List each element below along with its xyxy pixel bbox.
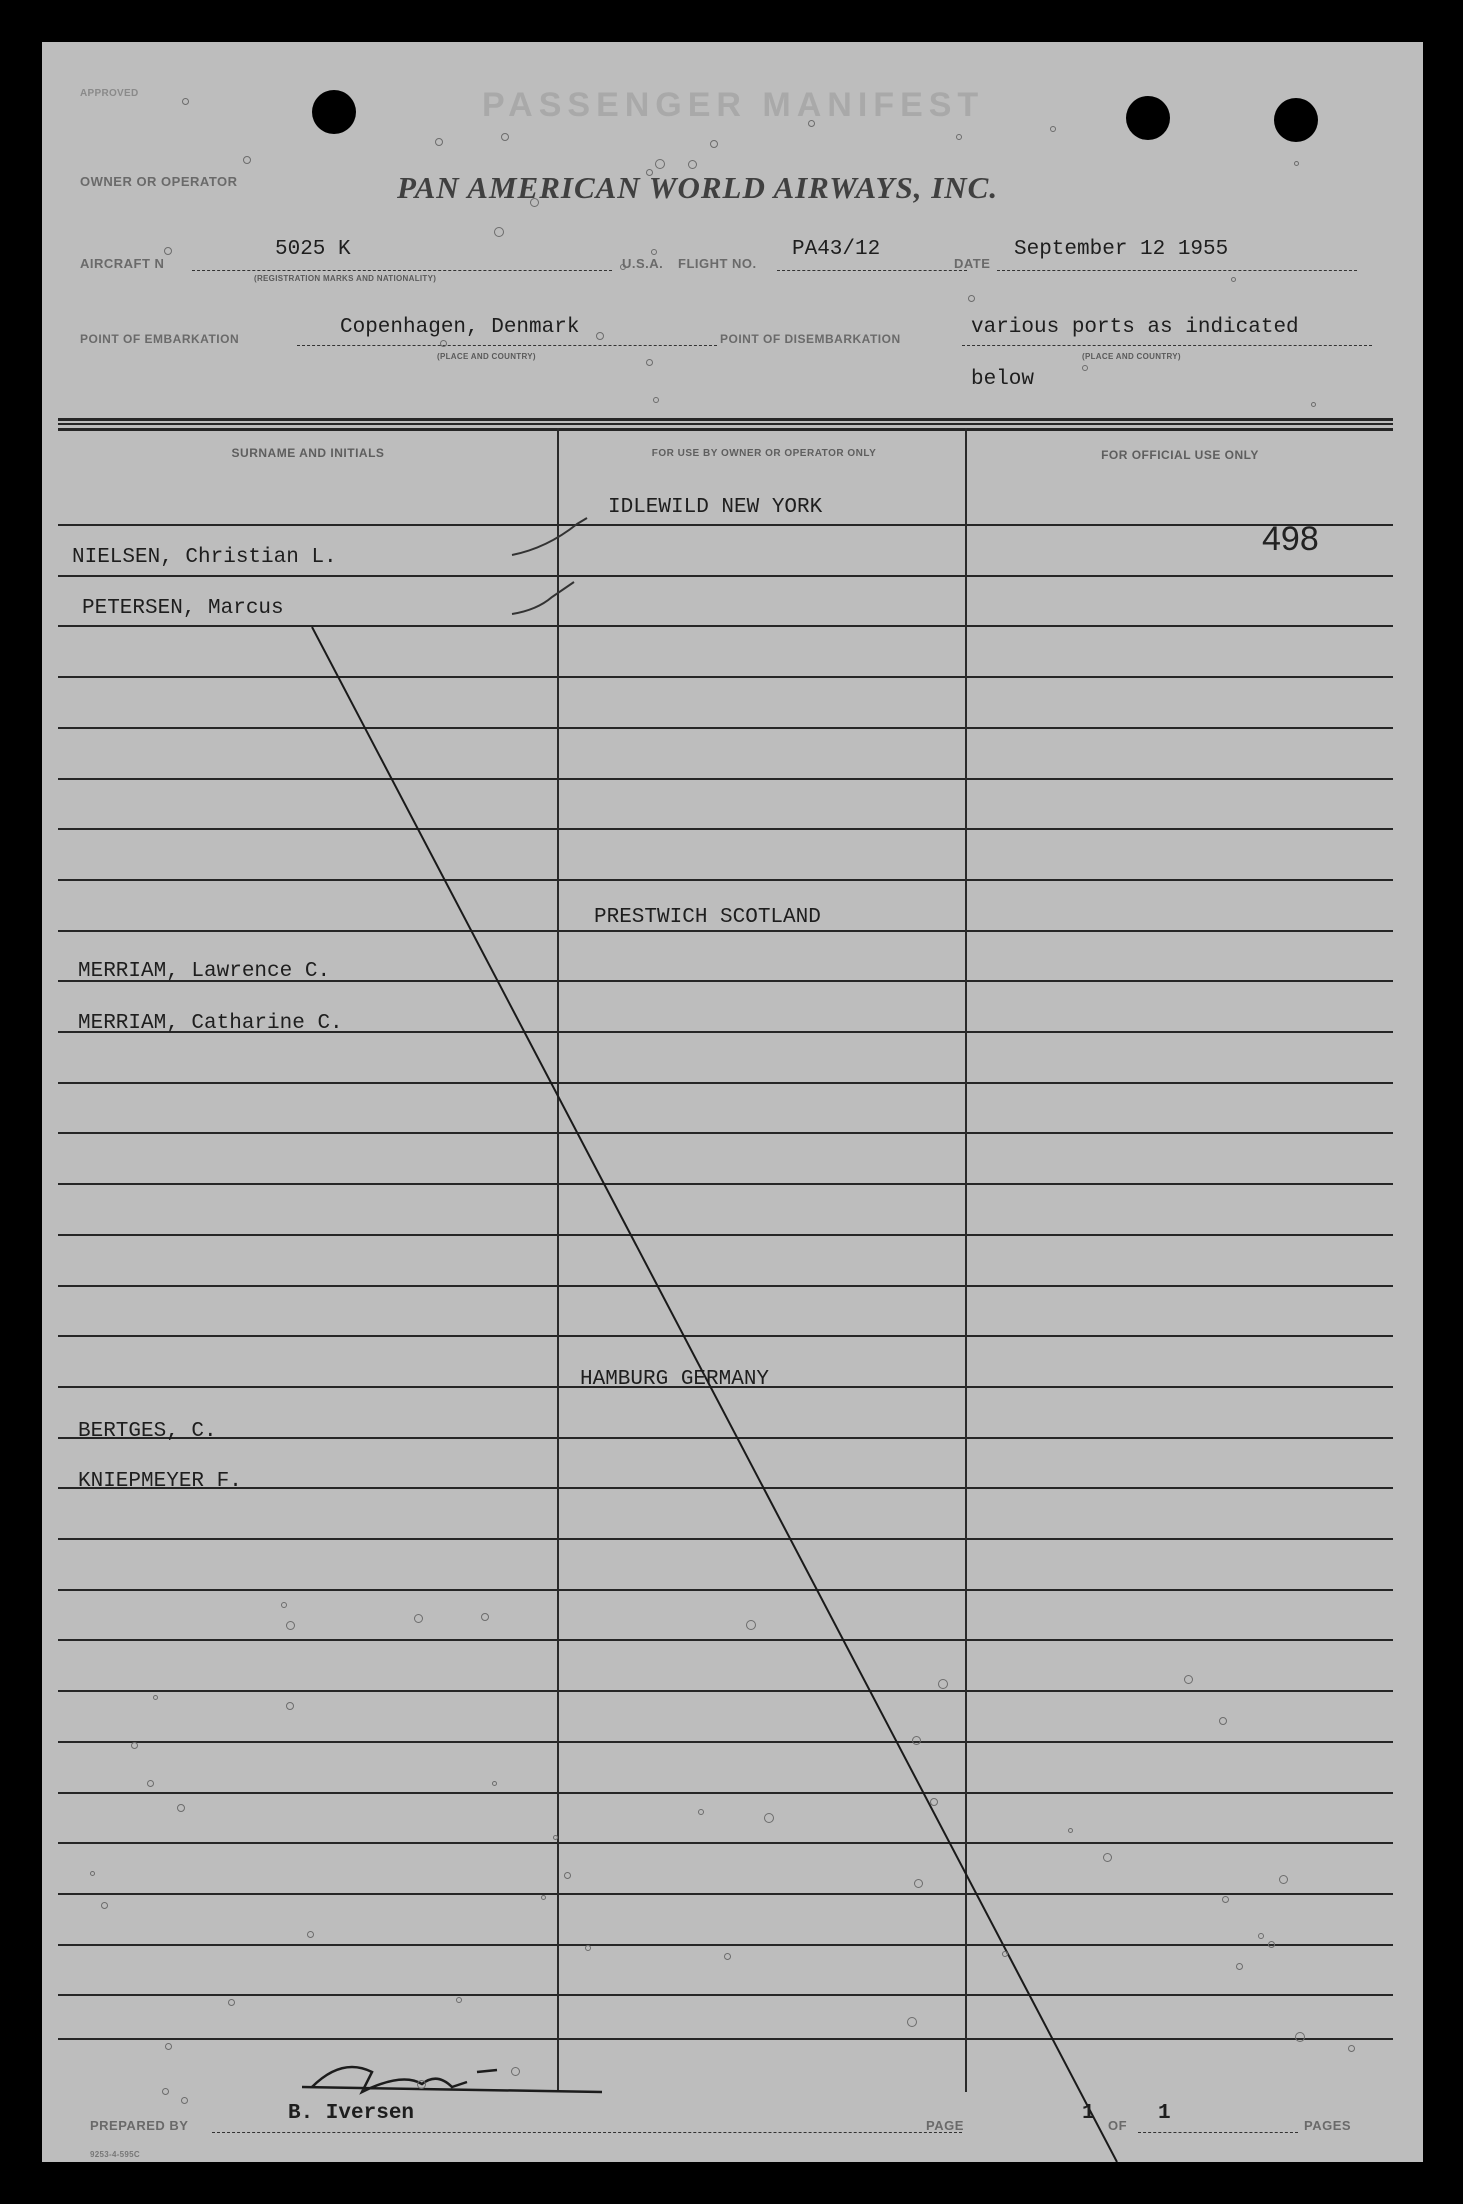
paper-speck xyxy=(147,1780,154,1787)
paper-speck xyxy=(417,2080,426,2089)
paper-speck xyxy=(101,1902,108,1909)
paper-speck xyxy=(1236,1963,1243,1970)
aircraft-label: AIRCRAFT N xyxy=(80,256,165,271)
prepared-value: B. Iversen xyxy=(288,2102,415,2125)
paper-speck xyxy=(131,1742,138,1749)
flight-value: PA43/12 xyxy=(792,238,881,261)
paper-speck xyxy=(307,1931,314,1938)
paper-speck xyxy=(1184,1675,1193,1684)
paper-speck xyxy=(930,1798,938,1806)
paper-speck xyxy=(511,2067,520,2076)
paper-speck xyxy=(281,1602,287,1608)
of-value: 1 xyxy=(1158,2102,1171,2125)
paper-speck xyxy=(153,1695,158,1700)
form-title: PASSENGER MANIFEST xyxy=(482,86,985,124)
paper-speck xyxy=(494,227,504,237)
paper-speck xyxy=(1295,2032,1305,2042)
disembark-value-2: below xyxy=(971,368,1035,391)
paper-speck xyxy=(440,340,447,347)
passenger-name: MERRIAM, Catharine C. xyxy=(78,1012,343,1035)
paper-speck xyxy=(956,134,962,140)
paper-speck xyxy=(162,2088,169,2095)
date-value: September 12 1955 xyxy=(1014,238,1229,261)
manifest-sheet xyxy=(42,42,1423,2162)
paper-speck xyxy=(912,1736,921,1745)
paper-speck xyxy=(1294,161,1299,166)
passenger-name: MERRIAM, Lawrence C. xyxy=(78,960,331,983)
column-header-operator: FOR USE BY OWNER OR OPERATOR ONLY xyxy=(651,448,877,459)
paper-speck xyxy=(456,1997,462,2003)
paper-speck xyxy=(764,1813,774,1823)
paper-speck xyxy=(651,249,657,255)
paper-speck xyxy=(968,295,975,302)
check-mark xyxy=(512,582,574,614)
paper-speck xyxy=(501,133,509,141)
paper-speck xyxy=(620,264,626,270)
of-label: OF xyxy=(1108,2118,1128,2133)
disembark-label: POINT OF DISEMBARKATION xyxy=(720,332,901,346)
signature xyxy=(302,2067,602,2092)
paper-speck xyxy=(1068,1828,1073,1833)
destination-header: PRESTWICH SCOTLAND xyxy=(594,906,821,929)
paper-speck xyxy=(688,160,697,169)
paper-speck xyxy=(564,1872,571,1879)
paper-speck xyxy=(1103,1853,1112,1862)
flight-label: FLIGHT NO. xyxy=(678,256,757,271)
paper-speck xyxy=(710,140,718,148)
paper-speck xyxy=(165,2043,172,2050)
paper-speck xyxy=(1268,1941,1275,1948)
official-number: 498 xyxy=(1262,520,1319,558)
passenger-name: PETERSEN, Marcus xyxy=(82,597,284,620)
paper-speck xyxy=(286,1621,295,1630)
check-mark xyxy=(512,518,587,555)
paper-speck xyxy=(1219,1717,1227,1725)
paper-speck xyxy=(286,1702,294,1710)
paper-speck xyxy=(553,1835,558,1840)
paper-speck xyxy=(596,332,604,340)
paper-speck xyxy=(655,159,665,169)
paper-speck xyxy=(1279,1875,1288,1884)
paper-speck xyxy=(228,1999,235,2006)
destination-header: HAMBURG GERMANY xyxy=(580,1368,770,1391)
paper-speck xyxy=(530,198,539,207)
paper-speck xyxy=(907,2017,917,2027)
paper-speck xyxy=(492,1781,497,1786)
owner-label: OWNER OR OPERATOR xyxy=(80,174,238,189)
paper-speck xyxy=(182,98,189,105)
paper-speck xyxy=(481,1613,489,1621)
diagonal-line xyxy=(312,627,1117,2162)
paper-speck xyxy=(646,169,653,176)
date-label: DATE xyxy=(954,256,991,271)
paper-speck xyxy=(1222,1896,1229,1903)
disembark-value: various ports as indicated xyxy=(971,316,1299,339)
column-header-names: SURNAME AND INITIALS xyxy=(231,446,385,460)
paper-speck xyxy=(808,120,815,127)
paper-speck xyxy=(646,359,653,366)
column-header-official: FOR OFFICIAL USE ONLY xyxy=(1101,448,1259,462)
form-code: 9253-4-595C xyxy=(90,2150,140,2159)
paper-speck xyxy=(177,1804,185,1812)
usa-label: U.S.A. xyxy=(622,256,664,271)
passenger-name: BERTGES, C. xyxy=(78,1420,217,1443)
paper-speck xyxy=(414,1614,423,1623)
page-label: PAGE xyxy=(926,2118,964,2133)
aircraft-sub: (REGISTRATION MARKS AND NATIONALITY) xyxy=(254,274,437,283)
embark-sub: (PLACE AND COUNTRY) xyxy=(437,352,536,361)
embark-label: POINT OF EMBARKATION xyxy=(80,332,240,346)
embark-value: Copenhagen, Denmark xyxy=(340,316,580,339)
paper-speck xyxy=(1231,277,1236,282)
paper-speck xyxy=(585,1945,591,1951)
paper-speck xyxy=(653,397,659,403)
paper-speck xyxy=(724,1953,731,1960)
prepared-label: PREPARED BY xyxy=(90,2118,189,2133)
passenger-name: KNIEPMEYER F. xyxy=(78,1470,242,1493)
destination-header: IDLEWILD NEW YORK xyxy=(608,496,823,519)
paper-speck xyxy=(914,1879,923,1888)
paper-speck xyxy=(541,1895,546,1900)
paper-speck xyxy=(1348,2045,1355,2052)
pen-annotations xyxy=(42,42,1423,2162)
disembark-sub: (PLACE AND COUNTRY) xyxy=(1082,352,1181,361)
pages-label: PAGES xyxy=(1304,2118,1352,2133)
passenger-name: NIELSEN, Christian L. xyxy=(72,546,337,569)
paper-speck xyxy=(90,1871,95,1876)
paper-speck xyxy=(1258,1933,1264,1939)
paper-speck xyxy=(435,138,443,146)
paper-speck xyxy=(698,1809,704,1815)
paper-speck xyxy=(1311,402,1316,407)
approval-stamp: APPROVED xyxy=(80,88,139,99)
paper-speck xyxy=(243,156,251,164)
paper-speck xyxy=(746,1620,756,1630)
paper-speck xyxy=(164,247,172,255)
paper-speck xyxy=(1082,365,1088,371)
aircraft-value: 5025 K xyxy=(275,238,351,261)
paper-speck xyxy=(938,1679,948,1689)
page-value: 1 xyxy=(1082,2102,1095,2125)
paper-speck xyxy=(181,2097,188,2104)
paper-speck xyxy=(1002,1951,1008,1957)
owner-value: PAN AMERICAN WORLD AIRWAYS, INC. xyxy=(397,170,999,205)
paper-speck xyxy=(1050,126,1056,132)
